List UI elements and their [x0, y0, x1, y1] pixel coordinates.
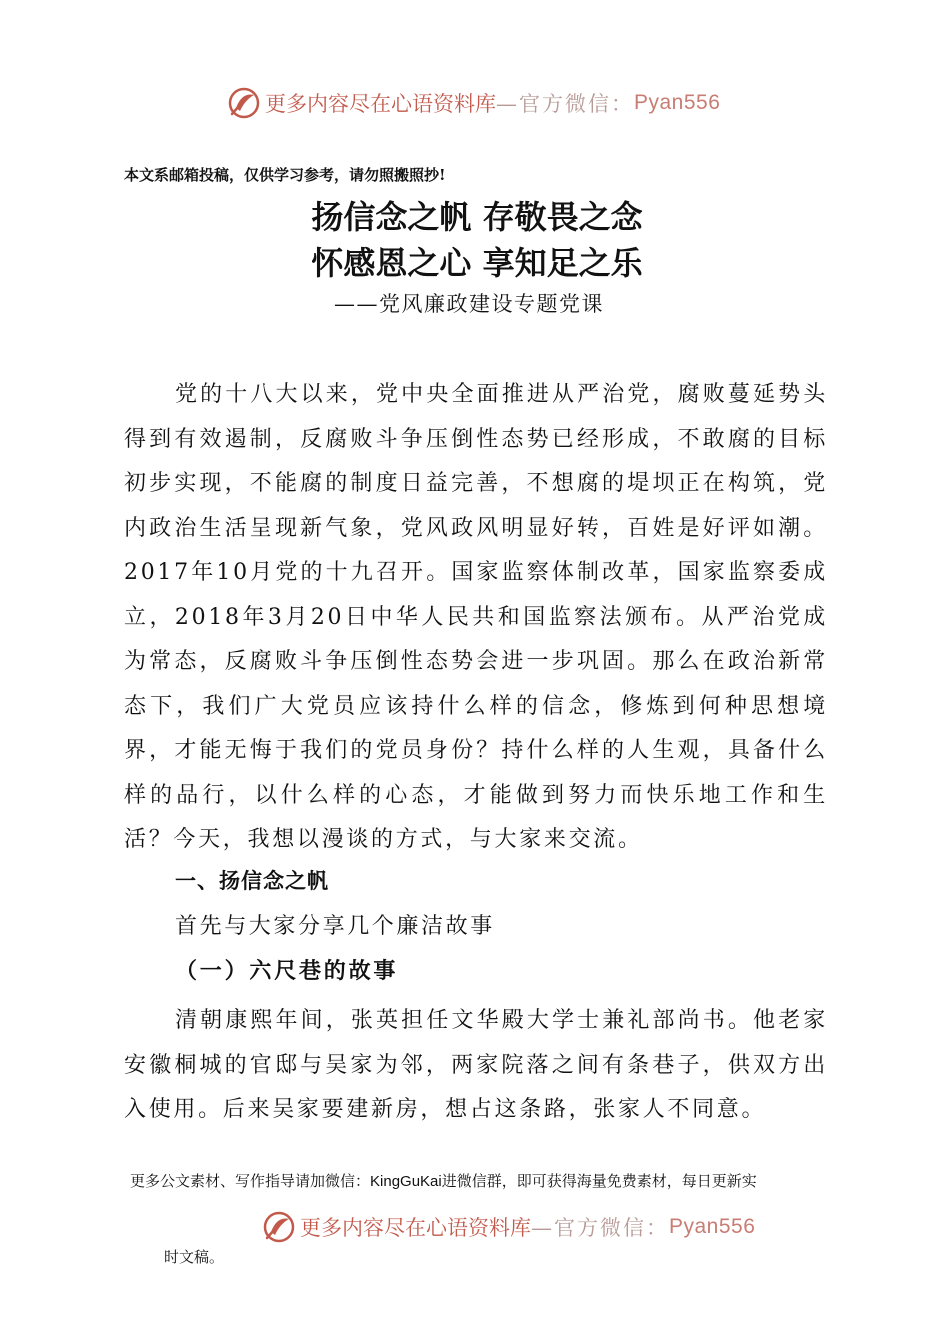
title-line-1: 扬信念之帆 存敬畏之念	[311, 198, 643, 236]
footer-note-end: 进微信群，即可获得海量免费素材，每日更新实	[441, 1172, 757, 1190]
brand-logo-icon	[227, 86, 261, 120]
paragraph-intro: 党的十八大以来，党中央全面推进从严治党，腐败蔓延势头得到有效遏制，反腐败斗争压倒性态势已经形成，不敢腐的目标初步实现，不能腐的制度日益完善，不想腐的堤坝正在构筑，党内政治生活呈现新气象，党风政风明显好转，百姓是好评如潮。2017年10月党的十九召开。国家监察体制改革，国家监察委成立，2018年3月20日中华人民共和国监察法颁布。从严治党成为常态，反腐败斗争压倒性态势会进一步巩固。那么在政治新常态下，我们广大党员应该持什么样的信念，修炼到何种思想境界，才能无悔于我们的党员身份？持什么样的人生观，具备什么样的品行，以什么样的心态，才能做到努力而快乐地工作和生活？今天，我想以漫谈的方式，与大家来交流。	[124, 382, 828, 852]
title-line-2: 怀感恩之心 享知足之乐	[311, 244, 643, 282]
section-heading-1: 一、扬信念之帆	[175, 869, 329, 893]
watermark-brand: 更多内容尽在心语资料库	[300, 1216, 531, 1240]
footer-note-start: 更多公文素材、写作指导请加微信：	[130, 1172, 371, 1190]
watermark-top	[227, 86, 720, 120]
submission-notice: 本文系邮箱投稿，仅供学习参考，请勿照搬照抄!	[124, 166, 446, 184]
watermark-wechat-id: Pyan556	[634, 91, 721, 114]
footer-note	[130, 1170, 757, 1191]
watermark-wechat-id: Pyan556	[669, 1215, 756, 1238]
subtitle: ——党风廉政建设专题党课	[334, 292, 604, 316]
watermark-sub: —官方微信：	[496, 92, 634, 116]
watermark-brand: 更多内容尽在心语资料库	[265, 92, 496, 116]
subsection-heading-1: （一）六尺巷的故事	[175, 958, 399, 984]
watermark-bottom	[262, 1210, 755, 1244]
footer-tail: 时文稿。	[164, 1248, 225, 1266]
brand-logo-icon	[262, 1210, 296, 1244]
section-intro: 首先与大家分享几个廉洁故事	[175, 914, 495, 939]
paragraph-story: 清朝康熙年间，张英担任文华殿大学士兼礼部尚书。他老家安徽桐城的官邸与吴家为邻，两家院落之间有条巷子，供双方出入使用。后来吴家要建新房，想占这条路，张家人不同意。	[124, 1008, 828, 1122]
footer-note-wechat: KingGuKai	[370, 1173, 442, 1190]
watermark-sub: —官方微信：	[531, 1216, 669, 1240]
